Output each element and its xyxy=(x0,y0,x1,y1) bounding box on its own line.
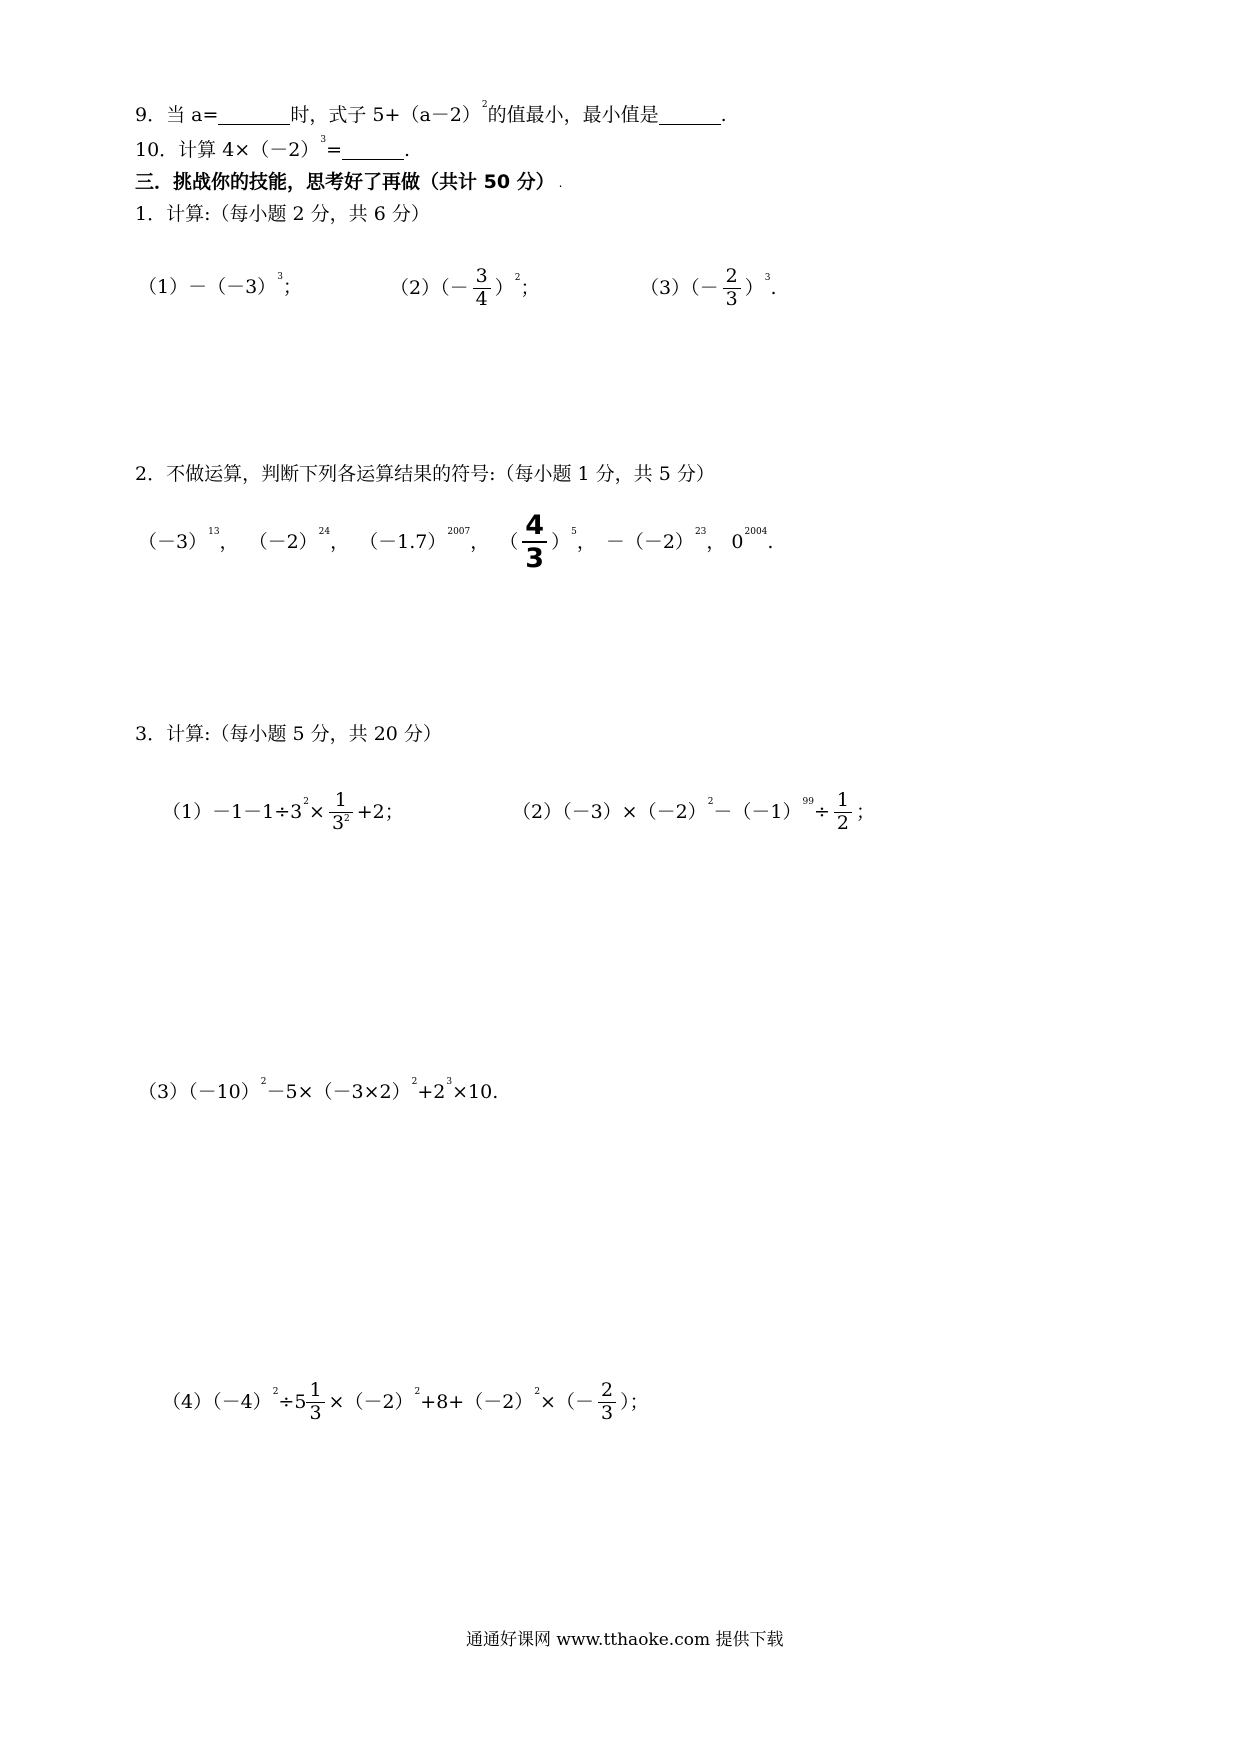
fraction: $\frac{2}{3}$ xyxy=(598,1380,616,1425)
part3-item3: （3）（－10） 2 －5×（－3×2） 2 +2 3 ×10. xyxy=(138,1077,499,1103)
answer-blank[interactable] xyxy=(342,141,404,160)
part3-item1: （1）－1－1÷3 2 × $\frac{1}{3^2}$ +2； xyxy=(162,789,404,834)
part2-expressions: （－3） 13 ， （－2） 24 ， （－1.7） 2007 ， （ $\frac{4}{3}$ ） 5 ， －（－2） 23 ， 0 2004 . xyxy=(138,510,774,575)
fraction: $\frac{3}{4}$ xyxy=(473,266,491,311)
fraction: $\frac{4}{3}$ xyxy=(522,510,547,574)
part1-item3: （3）（－ $\frac{2}{3}$ ） 3 . xyxy=(640,265,777,310)
question-9: 9．当 a= 时，式子 5+（a－2） 2 的值最小，最小值是 . xyxy=(135,100,727,126)
footer-credit: 通通好课网 www.tthaoke.com 提供下载 xyxy=(466,1630,784,1650)
part3-item2: （2）（－3）×（－2） 2 －（－1） 99 ÷ $\frac{1}{2}$ ； xyxy=(512,789,875,834)
question-10: 10．计算 4×（－2） 3 = . xyxy=(135,135,411,161)
fraction: $\frac{1}{3^2}$ xyxy=(329,790,353,835)
answer-blank[interactable] xyxy=(218,106,290,125)
part2-title: 2．不做运算，判断下列各运算结果的符号:（每小题 1 分，共 5 分） xyxy=(135,463,715,485)
part1-item2: （2）（－ $\frac{3}{4}$ ） 2 ； xyxy=(390,265,540,310)
fraction: $\frac{2}{3}$ xyxy=(723,266,741,311)
answer-blank[interactable] xyxy=(659,106,721,125)
section-title: 三．挑战你的技能，思考好了再做（共计 50 分） . xyxy=(135,171,563,193)
part3-item4: （4）（－4） 2 ÷5 $\frac{1}{3}$ ×（－2） 2 +8+（－2） 2 ×（－ $\frac{2}{3}$ ）； xyxy=(162,1379,649,1424)
part1-item1: （1）－（－3） 3 ； xyxy=(138,272,302,298)
fraction: $\frac{1}{2}$ xyxy=(834,790,852,835)
part3-title: 3．计算:（每小题 5 分，共 20 分） xyxy=(135,723,442,745)
part1-title: 1．计算:（每小题 2 分，共 6 分） xyxy=(135,203,430,225)
fraction: $\frac{1}{3}$ xyxy=(306,1380,324,1425)
